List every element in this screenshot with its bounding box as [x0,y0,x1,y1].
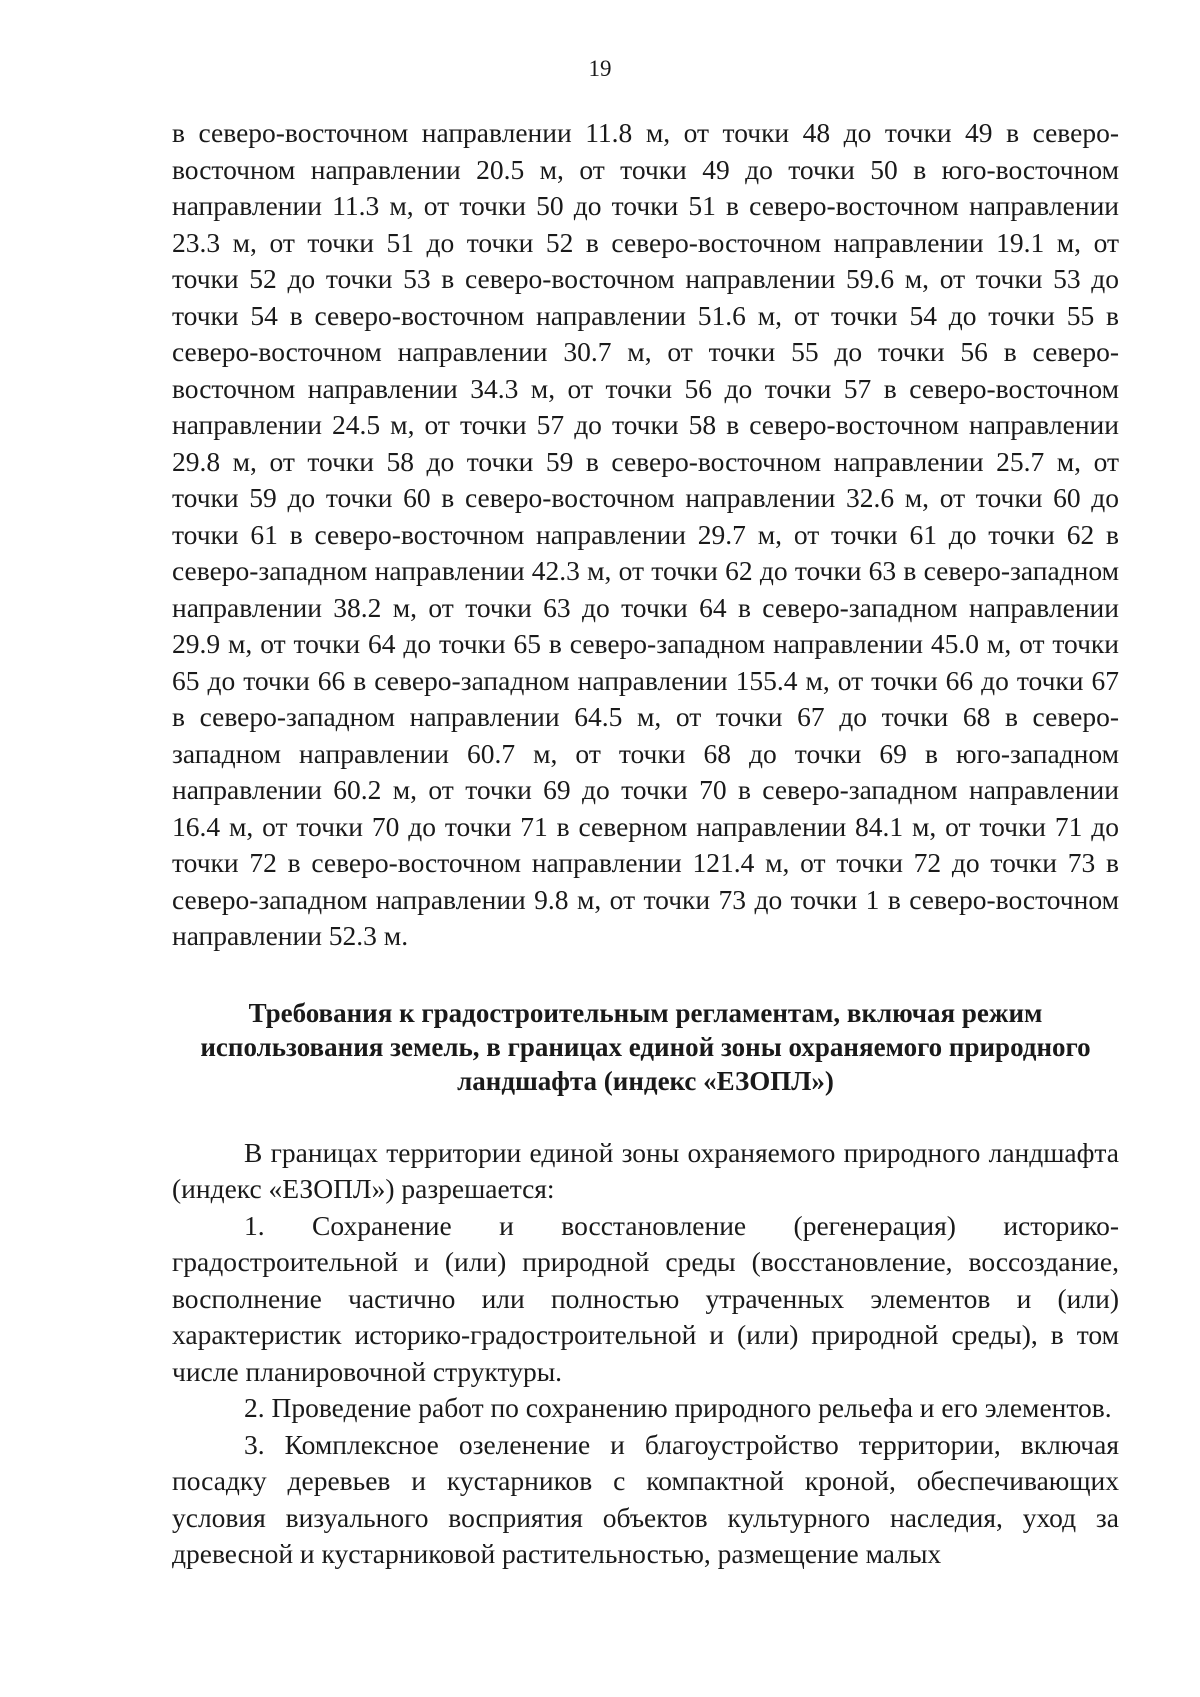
section-heading: Требования к градостроительным регламентам, включая режим использования земель, в границах единой зоны охраняемого природного ландшафта (индекс «ЕЗОПЛ») [200,997,1091,1096]
list-item-2: 2. Проведение работ по сохранению природного рельефа и его элементов. [244,1392,1112,1423]
section-intro-paragraph: В границах территории единой зоны охраняемого природного ландшафта (индекс «ЕЗОПЛ») разрешается: [172,1136,1119,1204]
list-item-1: 1. Сохранение и восстановление (регенерация) историко-градостроительной и (или) природной среды (восстановление, воссоздание, восполнение частично или полностью утраченных элементов и (или) характеристик историко-градостроительной и (или) природной среды), в том числе планировочной структуры. [172,1209,1119,1387]
list-item-3: 3. Комплексное озеленение и благоустройство территории, включая посадку деревьев и кустарников с компактной кроной, обеспечивающих условия визуального восприятия объектов культурного наследия, уход за древесной и кустарниковой растительностью, размещение малых [172,1428,1119,1569]
boundary-description-paragraph: в северо-восточном направлении 11.8 м, от точки 48 до точки 49 в северо-восточном направлении 20.5 м, от точки 49 до точки 50 в юго-восточном направлении 11.3 м, от точки 50 до точки 51 в северо-восточном направлении 23.3 м, от точки 51 до точки 52 в северо-восточном направлении 19.1 м, от точки 52 до точки 53 в северо-восточном направлении 59.6 м, от точки 53 до точки 54 в северо-восточном направлении 51.6 м, от точки 54 до точки 55 в северо-восточном направлении 30.7 м, от точки 55 до точки 56 в северо-восточном направлении 34.3 м, от точки 56 до точки 57 в северо-восточном направлении 24.5 м, от точки 57 до точки 58 в северо-восточном направлении 29.8 м, от точки 58 до точки 59 в северо-восточном направлении 25.7 м, от точки 59 до точки 60 в северо-восточном направлении 32.6 м, от точки 60 до точки 61 в северо-восточном направлении 29.7 м, от точки 61 до точки 62 в северо-западном направлении 42.3 м, от точки 62 до точки 63 в северо-западном направлении 38.2 м, от точки 63 до точки 64 в северо-западном направлении 29.9 м, от точки 64 до точки 65 в северо-западном направлении 45.0 м, от точки 65 до точки 66 в северо-западном направлении 155.4 м, от точки 66 до точки 67 в северо-западном направлении 64.5 м, от точки 67 до точки 68 в северо-западном направлении 60.7 м, от точки 68 до точки 69 в юго-западном направлении 60.2 м, от точки 69 до точки 70 в северо-западном направлении 16.4 м, от точки 70 до точки 71 в северном направлении 84.1 м, от точки 71 до точки 72 в северо-восточном направлении 121.4 м, от точки 72 до точки 73 в северо-западном направлении 9.8 м, от точки 73 до точки 1 в северо-восточном направлении 52.3 м. [172,117,1119,951]
document-body [172,115,1119,1573]
page-number: 19 [588,56,612,81]
